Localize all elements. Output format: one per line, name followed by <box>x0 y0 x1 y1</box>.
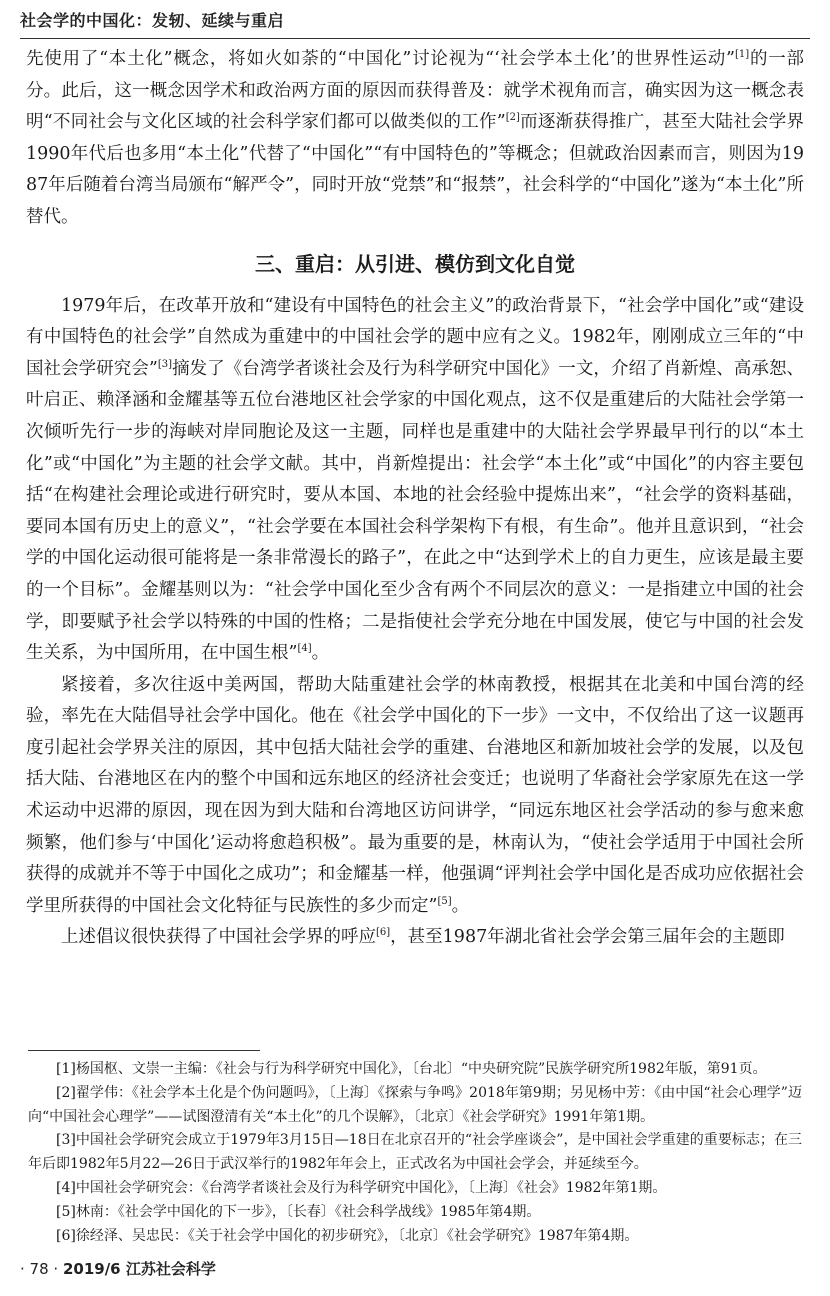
paragraph-text: 1979年后，在改革开放和“建设有中国特色的社会主义”的政治背景下，“社会学中国化”或“建设有中国特色的社会学”自然成为重建中的中国社会学的题中应有之义。1982年，刚刚成立三年的“中国社会学研究会” <box>26 295 804 379</box>
paragraph-text: 上述倡议很快获得了中国社会学界的呼应 <box>61 927 376 948</box>
paragraph-3 <box>26 670 804 923</box>
page-number: · 78 · <box>20 1260 59 1278</box>
footnote-marker: [5] <box>437 896 452 908</box>
article-body <box>26 44 804 954</box>
footnote-marker: [3] <box>157 358 173 370</box>
footnote-4: [4]中国社会学研究会：《台湾学者谈社会及行为科学研究中国化》，〔上海〕《社会》1982年第1期。 <box>56 1179 667 1196</box>
footnote-marker: [6] <box>376 927 391 939</box>
section-heading: 三、重启：从引进、模仿到文化自觉 <box>255 251 575 276</box>
paragraph-4 <box>26 922 804 954</box>
paragraph-text: 先使用了“本土化”概念，将如火如荼的“中国化”讨论视为“‘社会学本土化’的世界性运动” <box>26 49 735 69</box>
footnote-3: [3]中国社会学研究会成立于1979年3月15日—18日在北京召开的“社会学座谈会”，是中国社会学重建的重要标志；在三年后即1982年5月22—26日于武汉举行的1982年年会上，正式改名为中国社会学会，并延续至今。 <box>28 1132 802 1173</box>
page-footer <box>20 1258 216 1279</box>
footnote-marker: [1] <box>735 49 750 61</box>
header-rule <box>20 38 810 39</box>
footnote-marker: [4] <box>297 643 312 655</box>
footnote-5: [5]林南：《社会学中国化的下一步》，〔长春〕《社会科学战线》1985年第4期。 <box>56 1203 541 1220</box>
footnote-marker: [2] <box>505 112 520 124</box>
running-header: 社会学的中国化：发轫、延续与重启 <box>20 11 285 30</box>
paragraph-text: 摘发了《台湾学者谈社会及行为科学研究中国化》一文，介绍了肖新煌、高承恕、叶启正、赖泽涵和金耀基等五位台港地区社会学家的中国化观点，这不仅是重建后的大陆社会学第一次倾听先行一步的海峡对岸同胞论及这一主题，同样也是重建中的大陆社会学界最早刊行的以“本土化”或“中国化”为主题的社会学文献。其中，肖新煌提出：社会学“本土化”或“中国化”的内容主要包括“在构建社会理论或进行研究时，要从本国、本地的社会经验中提炼出来”，“社会学的资料基础，要同本国有历史上的意义”，“社会学要在本国社会科学架构下有根，有生命”。他并且意识到，“社会学的中国化运动很可能将是一条非常漫长的路子”，在此之中“达到学术上的自力更生，应该是最主要的一个目标”。金耀基则以为：“社会学中国化至少含有两个不同层次的意义：一是指建立中国的社会学，即要赋予社会学以特殊的中国的性格；二是指使社会学充分地在中国发展，使它与中国的社会发生关系，为中国所用，在中国生根” <box>26 358 805 664</box>
footnote-6: [6]徐经泽、吴忠民：《关于社会学中国化的初步研究》，〔北京〕《社会学研究》1987年第4期。 <box>56 1227 639 1244</box>
paragraph-1 <box>26 44 804 234</box>
footnote-2: [2]翟学伟：《社会学本土化是个伪问题吗》，〔上海〕《探索与争鸣》2018年第9期；另见杨中芳：《由中国“社会心理学”迈向“中国社会心理学”——试图澄清有关“本土化”的几个误解》，〔北京〕《社会学研究》1991年第1期。 <box>28 1084 802 1125</box>
paragraph-text: 。 <box>451 895 470 916</box>
paragraph-2 <box>26 291 804 670</box>
journal-issue: 2019/6 江苏社会科学 <box>62 1260 216 1278</box>
footnotes <box>28 1058 802 1248</box>
footnote-rule <box>28 1050 260 1051</box>
footnote-1: [1]杨国枢、文崇一主编：《社会与行为科学研究中国化》，〔台北〕“中央研究院”民族学研究所1982年版，第91页。 <box>56 1061 767 1077</box>
paragraph-text: 的一部分。此后，这一概念因学术和政治两方面的原因而获得普及：就学术视角而言，确实因为这一概念表明“不同社会与文化区域的社会科学家们都可以做类似的工作” <box>26 49 804 133</box>
paragraph-text: 紧接着，多次往返中美两国，帮助大陆重建社会学的林南教授，根据其在北美和中国台湾的经验，率先在大陆倡导社会学中国化。他在《社会学中国化的下一步》一文中，不仅给出了这一议题再度引起社会学界关注的原因，其中包括大陆社会学的重建、台港地区和新加坡社会学的发展，以及包括大陆、台港地区在内的整个中国和远东地区的经济社会变迁；也说明了华裔社会学家原先在这一学术运动中迟滞的原因，现在因为到大陆和台湾地区访问讲学，“同远东地区社会学活动的参与愈来愈频繁，他们参与‘中国化’运动将愈趋积极”。最为重要的是，林南认为，“使社会学适用于中国社会所获得的成就并不等于中国化之成功”；和金耀基一样，他强调“评判社会学中国化是否成功应依据社会学里所获得的中国社会文化特征与民族性的多少而定” <box>26 674 804 916</box>
paragraph-text: 。 <box>311 643 330 664</box>
paragraph-text: ，甚至1987年湖北省社会学会第三届年会的主题即 <box>390 927 785 948</box>
paragraph-text: 而逐渐获得推广，甚至大陆社会学界1990年代后也多用“本土化”代替了“中国化”“有中国特色的”等概念；但就政治因素而言，则因为1987年后随着台湾当局颁布“解严令”，同时开放“党禁”和“报禁”，社会科学的“中国化”遂为“本土化”所替代。 <box>26 112 804 227</box>
